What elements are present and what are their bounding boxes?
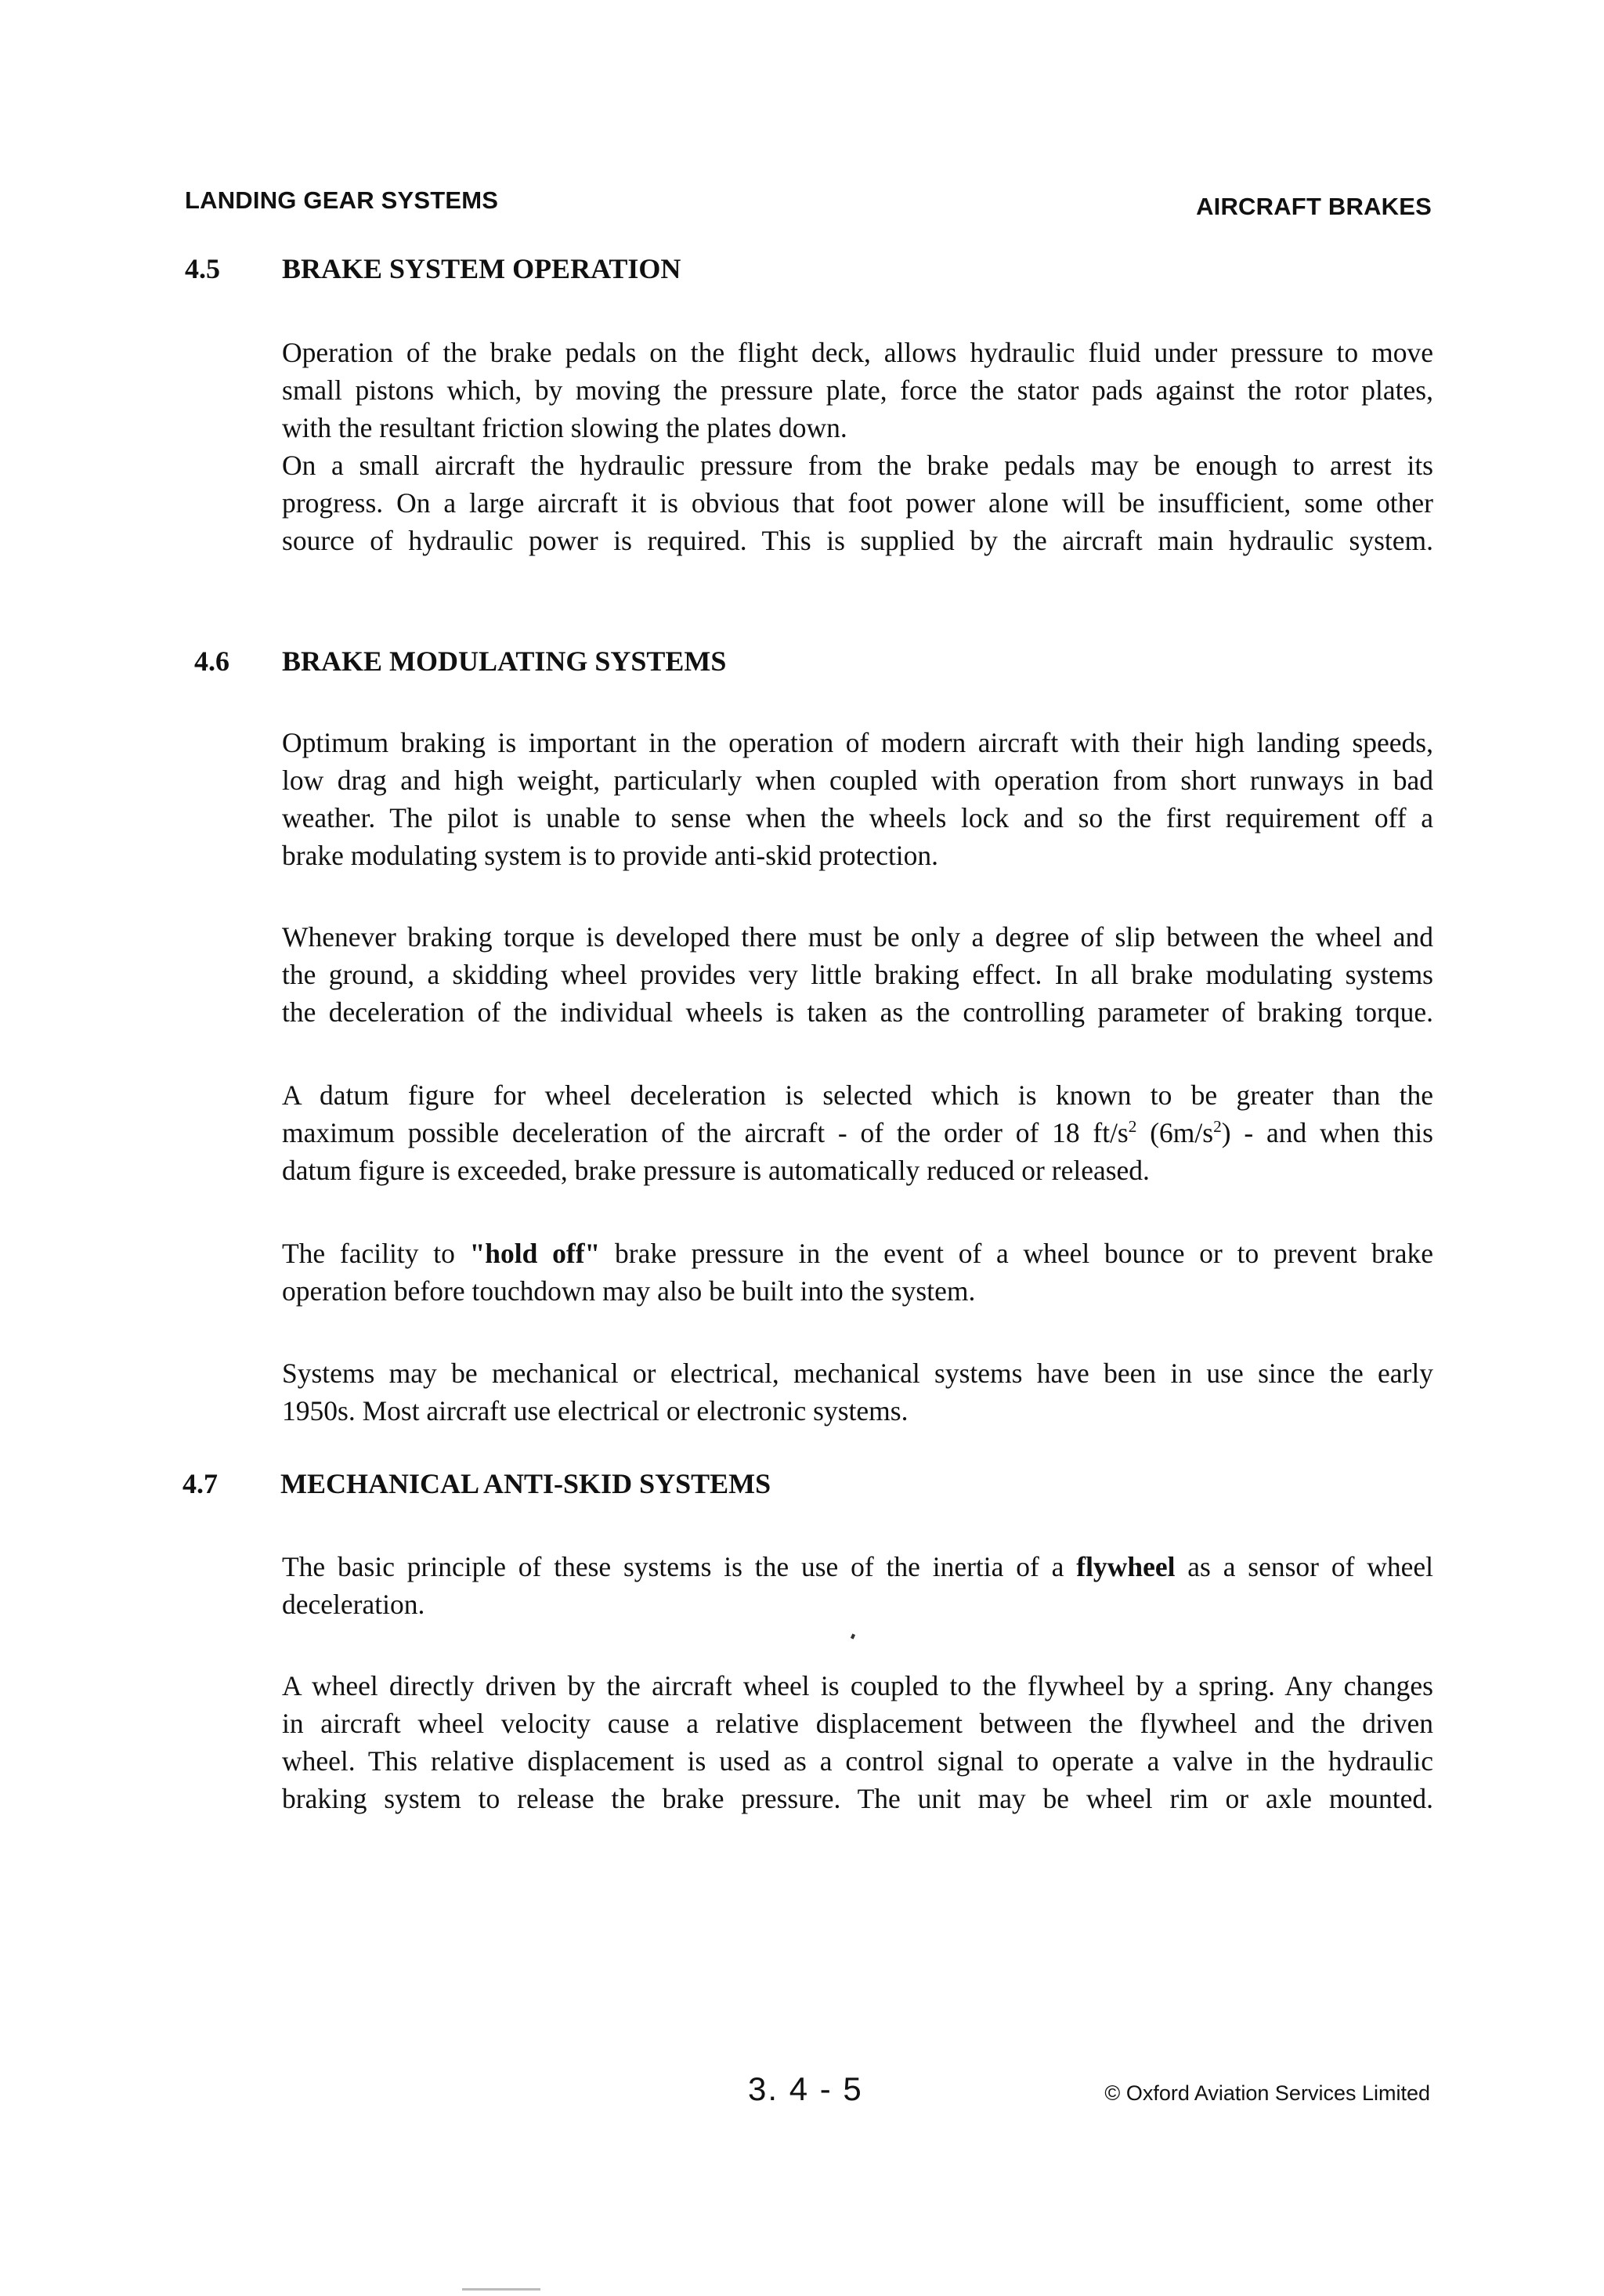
- scan-speck: [851, 1633, 855, 1639]
- text-line-with-units: maximum possible deceleration of the aircraft - of the order of 18 $ft/s^2$ $(6m/s^2)$ - and when this: [282, 1117, 1433, 1148]
- copyright-notice: © Oxford Aviation Services Limited: [1104, 2081, 1430, 2105]
- section-title: BRAKE MODULATING SYSTEMS: [282, 645, 727, 677]
- section-number: 4.6: [194, 645, 229, 677]
- paragraph: [282, 1235, 1433, 1310]
- running-header-left: LANDING GEAR SYSTEMS: [185, 186, 499, 214]
- paragraph: [282, 1076, 1433, 1189]
- section-number: 4.5: [185, 253, 220, 284]
- text-line: the ground, a skidding wheel provides very little braking effect. In all brake modulating systems: [282, 959, 1433, 990]
- text-line: low drag and high weight, particularly when coupled with operation from short runways in bad: [282, 765, 1433, 796]
- text-line: brake modulating system is to provide anti-skid protection.: [282, 840, 939, 871]
- text-line: weather. The pilot is unable to sense when the wheels lock and so the first requirement off a: [282, 802, 1433, 833]
- section-number: 4.7: [182, 1468, 218, 1499]
- emphasis-flywheel: flywheel: [1076, 1551, 1176, 1582]
- text-line-with-emphasis: The basic principle of these systems is the use of the inertia of a flywheel as a sensor of wheel: [282, 1551, 1433, 1582]
- text-line: Whenever braking torque is developed there must be only a degree of slip between the wheel and: [282, 921, 1433, 953]
- text-line: with the resultant friction slowing the plates down.: [282, 412, 847, 443]
- text-line: 1950s. Most aircraft use electrical or electronic systems.: [282, 1395, 909, 1426]
- text-line: A wheel directly driven by the aircraft wheel is coupled to the flywheel by a spring. Any changes: [282, 1670, 1433, 1701]
- section-title: BRAKE SYSTEM OPERATION: [282, 253, 681, 284]
- text-line: the deceleration of the individual wheels is taken as the controlling parameter of braking torque.: [282, 996, 1433, 1028]
- paragraph: [282, 1548, 1433, 1623]
- text-line-with-emphasis: The facility to "hold off" brake pressure in the event of a wheel bounce or to prevent brake: [282, 1238, 1433, 1269]
- text-line: braking system to release the brake pressure. The unit may be wheel rim or axle mounted.: [282, 1783, 1433, 1814]
- text-line: progress. On a large aircraft it is obvious that foot power alone will be insufficient, some other: [282, 487, 1433, 519]
- text-line: On a small aircraft the hydraulic pressure from the brake pedals may be enough to arrest its: [282, 450, 1433, 481]
- running-header-right: AIRCRAFT BRAKES: [1196, 193, 1432, 220]
- text-line: source of hydraulic power is required. This is supplied by the aircraft main hydraulic system.: [282, 525, 1433, 556]
- text-line: Systems may be mechanical or electrical, mechanical systems have been in use since the early: [282, 1358, 1433, 1389]
- text-line: Optimum braking is important in the operation of modern aircraft with their high landing speeds,: [282, 727, 1433, 758]
- text-line: deceleration.: [282, 1589, 425, 1620]
- paragraph: [282, 1667, 1433, 1817]
- text-line: Operation of the brake pedals on the flight deck, allows hydraulic fluid under pressure to move: [282, 337, 1433, 368]
- section-title: MECHANICAL ANTI-SKID SYSTEMS: [280, 1468, 771, 1499]
- paragraph: [282, 918, 1433, 1031]
- text-line: A datum figure for wheel deceleration is selected which is known to be greater than the: [282, 1079, 1433, 1111]
- paragraph: [282, 334, 1433, 559]
- text-line: operation before touchdown may also be built into the system.: [282, 1275, 976, 1307]
- page-number: 3. 4 - 5: [748, 2070, 863, 2107]
- text-line: datum figure is exceeded, brake pressure is automatically reduced or released.: [282, 1155, 1150, 1186]
- paragraph: [282, 724, 1433, 874]
- text-line: in aircraft wheel velocity cause a relative displacement between the flywheel and the driven: [282, 1708, 1433, 1739]
- text-line: wheel. This relative displacement is used as a control signal to operate a valve in the hydraulic: [282, 1745, 1433, 1777]
- emphasis-hold-off: "hold off": [469, 1238, 601, 1269]
- text-line: small pistons which, by moving the pressure plate, force the stator pads against the rotor plates,: [282, 374, 1433, 406]
- paragraph: [282, 1354, 1433, 1430]
- scan-artifact: [462, 2288, 540, 2291]
